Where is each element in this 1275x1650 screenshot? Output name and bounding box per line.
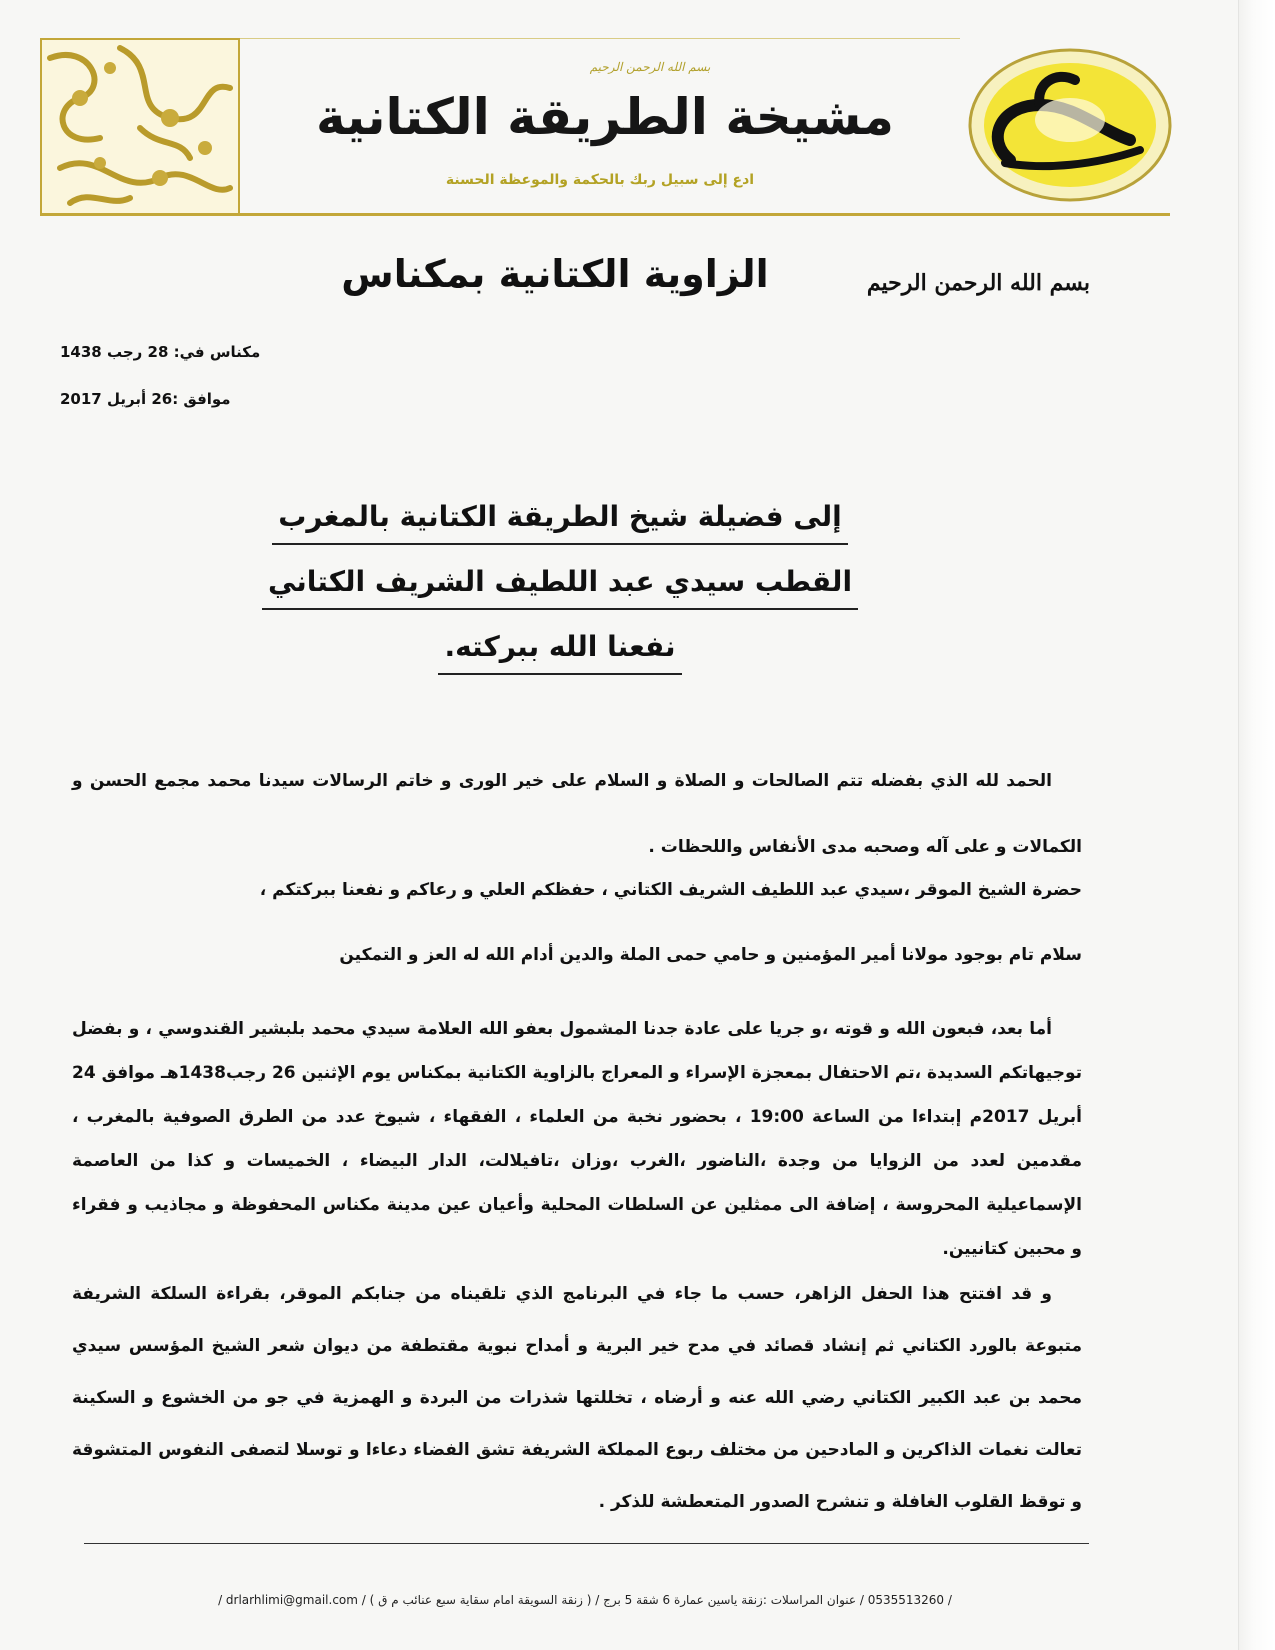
arabesque-ornament [40,38,240,216]
paper-edge [1238,0,1275,1650]
letterhead [0,0,1275,230]
org-title: مشيخة الطريقة الكتانية [316,88,894,146]
header-rule [40,213,1170,216]
footer-contact: / 0535513260 / عنوان المراسلات :زنقة ياسين عمارة 6 شقة 5 برج / ( زنقة السويقة امام سقاية سبع عنائب م ق ) / drlarhlimi@gmail.com / [218,1593,952,1607]
zawiya-title: الزاوية الكتانية بمكناس [341,252,769,296]
addressee-line-1-text: إلى فضيلة شيخ الطريقة الكتانية بالمغرب [272,500,847,545]
addressee-line-2 [250,565,870,610]
org-motto: ادع إلى سبيل ربك بالحكمة والموعظة الحسنة [445,172,755,188]
addressee-line-3-text: نفعنا الله ببركته. [438,630,681,675]
basmala: بسم الله الرحمن الرحيم [866,270,1090,296]
order-logo [965,45,1175,205]
addressee-line-1 [250,500,870,545]
footer-rule [84,1543,1089,1544]
header-top-rule [240,38,960,39]
paragraph-program: و قد افتتح هذا الحفل الزاهر، حسب ما جاء في البرنامج الذي تلقيناه من جنابكم الموقر، بقراءة السلكة الشريفة متبوعة بالورد الكتاني ثم إنشاد قصائد في مدح خير البرية و أمداح نبوية مقتطفة من ديوان شعر الشيخ المؤسس سيدي محمد بن عبد الكبير الكتاني رضي الله عنه و أرضاه ، تخللتها شذرات من البردة و الهمزية في جو من الخشوع و السكينة تعالت نغمات الذاكرين و المادحين من مختلف ربوع المملكة الشريفة تشق الفضاء دعاءا و توسلا لتصفى النفوس المتشوقة و توقظ القلوب الغافلة و تنشرح الصدور المتعطشة للذكر . [72,1284,1082,1512]
hijri-date: مكناس في: 28 رجب 1438 [60,343,261,361]
paragraph-opening: الحمد لله الذي بفضله تتم الصالحات و الصلاة و السلام على خير الورى و خاتم الرسالات سيدنا محمد مجمع الحسن و الكمالات و على آله وصحبه مدى الأنفاس واللحظات . [72,771,1082,857]
paragraph-salutation: سلام تام بوجود مولانا أمير المؤمنين و حامي حمى الملة والدين أدام الله له العز و التمكين [339,945,1082,965]
paragraph-event: أما بعد، فبعون الله و قوته ،و جريا على عادة جدنا المشمول بعفو الله العلامة سيدي محمد بلبشير القندوسي ، و بفضل توجيهاتكم السديدة ،تم الاحتفال بمعجزة الإسراء و المعراج بالزاوية الكتانية بمكناس يوم الإثنين 26 رجب1438هـ موافق 24 أبريل 2017م إبتداءا من الساعة 19:00 ، بحضور نخبة من العلماء ، الفقهاء ، شيوخ عدد من الطرق الصوفية بالمغرب ، مقدمين لعدد من الزوايا من وجدة ،الناضور ،الغرب ،وزان ،تافيلالت، الدار البيضاء ، الخميسات و كذا من العاصمة الإسماعيلية المحروسة ، إضافة الى ممثلين عن السلطات المحلية وأعيان عين مدينة مكناس المحفوظة و مجاذيب و فقراء و محبين كتانيين. [72,1019,1083,1259]
gregorian-date: موافق :26 أبريل 2017 [60,390,231,408]
addressee-line-3 [250,630,870,675]
addressee-line-2-text: القطب سيدي عبد اللطيف الشريف الكتاني [262,565,858,610]
paragraph-greeting: حضرة الشيخ الموقر ،سيدي عبد اللطيف الشريف الكتاني ، حفظكم العلي و رعاكم و نفعنا ببركتكم ، [259,880,1082,900]
header-basmala: بسم الله الرحمن الرحيم [589,60,711,74]
